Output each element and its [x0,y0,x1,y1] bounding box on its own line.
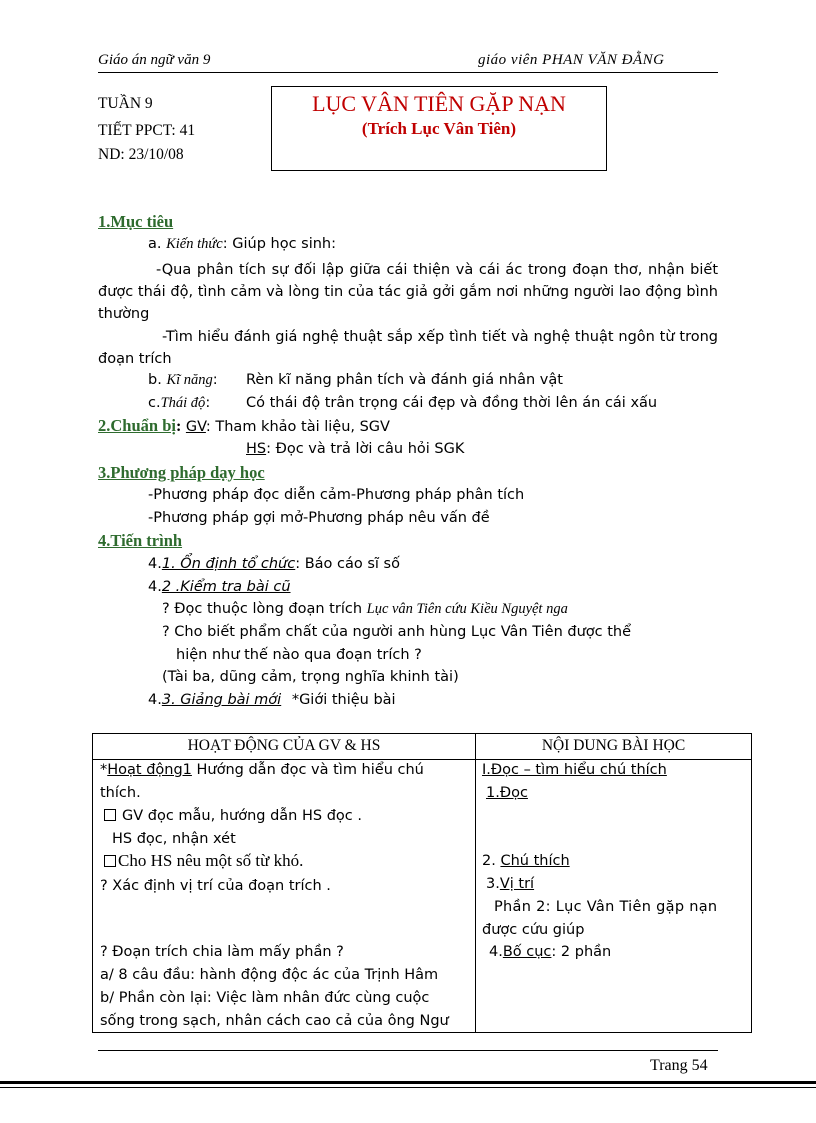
part-a: a/ 8 câu đầu: hành động độc ác của Trịnh Hâm [100,967,439,983]
review-question-1-title: Lục vân Tiên cứu Kiều Nguyệt nga [366,601,568,617]
position-text-2: được cứu giúp [482,922,585,938]
gv-label: GV [185,419,206,435]
review-question-2a: ? Cho biết phẩm chất của người anh hùng Lục Vân Tiên được thể [162,624,632,640]
hs-text: : Đọc và trả lời câu hỏi SGK [266,441,465,457]
date-label: ND: 23/10/08 [98,146,184,163]
process-item-3-link: 3. Giảng bài mới [161,692,282,708]
attitude-line: c.Thái độ: [148,395,211,411]
activity-1-line-2: thích. [100,785,141,801]
position-text-1: Phần 2: Lục Vân Tiên gặp nạn [494,899,718,915]
checkbox-icon [104,809,116,821]
gv-text: : Tham khảo tài liệu, SGV [205,419,390,435]
method-2: -Phương pháp gợi mở-Phương pháp nêu vấn đề [148,510,490,526]
period-label: TIẾT PPCT: 41 [98,122,196,139]
header-divider [98,72,718,73]
lesson-subtitle: (Trích Lục Vân Tiên) [361,119,517,138]
review-answer: (Tài ba, dũng cảm, trọng nghĩa khinh tài) [162,669,459,685]
process-item-1: 4.1. Ổn định tổ chức: Báo cáo sĩ số [148,556,400,572]
footer-thick-rule [0,1081,816,1084]
activity-1-label: Hoạt động1 [107,762,192,778]
skill-text: Rèn kĩ năng phân tích và đánh giá nhân vật [246,372,563,388]
week-label: TUẦN 9 [98,95,153,112]
checkbox-icon [104,855,116,867]
parts-question: ? Đoạn trích chia làm mấy phần ? [100,944,344,960]
section-methods-heading: 3.Phương pháp dạy học [98,463,265,482]
content-position: 3.Vị trí [486,876,535,892]
section-process-heading: 4.Tiến trình [98,531,183,550]
objective-paragraph-2: -Tìm hiểu đánh giá nghệ thuật sắp xếp tình tiết và nghệ thuật ngôn từ trong đoạn trích [98,329,718,367]
content-section-1: I.Đọc – tìm hiểu chú thích [482,762,667,778]
content-notes: 2. Chú thích [482,853,570,869]
hs-line [246,441,464,457]
position-question: ? Xác định vị trí của đoạn trích . [100,878,331,894]
table-header-content: NỘI DUNG BÀI HỌC [541,737,686,754]
footer-divider [98,1050,718,1051]
header-left: Giáo án ngữ văn 9 [98,52,211,68]
content-structure: 4.Bố cục: 2 phần [489,944,612,960]
skill-term: Kĩ năng [166,372,213,388]
review-question-1: ? Đọc thuộc lòng đoạn trích Lục vân Tiên cứu Kiều Nguyệt nga [162,601,568,617]
review-question-2b: hiện như thế nào qua đoạn trích ? [176,647,422,663]
activity-1-line: *Hoạt động1 Hướng dẫn đọc và tìm hiểu chú [100,762,424,778]
section-objectives-heading: 1.Mục tiêu [98,212,174,231]
knowledge-line [148,236,336,253]
part-b-line-1: b/ Phần còn lại: Việc làm nhân đức cùng cuộc [100,990,430,1006]
hs-label: HS [246,441,267,457]
table-column-divider [475,734,476,1032]
knowledge-text: : Giúp học sinh: [222,236,337,252]
process-item-1-link: 1. Ổn định tổ chức [161,556,296,572]
gv-read-line: GV đọc mẫu, hướng dẫn HS đọc . [104,808,362,824]
hs-read-line: HS đọc, nhận xét [112,831,236,847]
header-right: giáo viên PHAN VĂN ĐẰNG [478,52,665,68]
content-reading: 1.Đọc [486,785,528,801]
process-item-2: 4.2 .Kiểm tra bài cũ [148,579,291,595]
process-item-3: 4.3. Giảng bài mới *Giới thiệu bài [148,692,396,708]
attitude-text: Có thái độ trân trọng cái đẹp và đồng thời lên án cái xấu [246,395,658,411]
footer-thin-rule [0,1087,816,1088]
objective-paragraph-1: -Qua phân tích sự đối lập giữa cái thiện và cái ác trong đoạn thơ, nhận biết được thái độ, tình cảm và lòng tin của tác giả gởi gắm nơi những người lao động bình thường [98,262,718,322]
part-b-line-2: sống trong sạch, nhân cách cao cả của ông Ngư [100,1013,449,1029]
skill-line: b. Kĩ năng: [148,372,218,388]
process-item-2-link: 2 .Kiểm tra bài cũ [161,579,291,595]
attitude-label: c. [148,395,161,411]
section-preparation-heading: 2.Chuẩn bị [98,416,176,435]
lesson-table [92,733,752,1033]
table-header-divider [93,759,751,760]
title-box [271,86,607,171]
method-1: -Phương pháp đọc diễn cảm-Phương pháp phân tích [148,487,525,503]
knowledge-label: a. [148,236,162,252]
table-header-activities: HOẠT ĐỘNG CỦA GV & HS [187,737,381,754]
skill-label: b. [148,372,162,388]
knowledge-term: Kiến thức [166,236,223,252]
page-number: Trang 54 [650,1057,708,1074]
hard-words-line: Cho HS nêu một số từ khó. [104,851,303,871]
preparation-line: 2.Chuẩn bị: GV: Tham khảo tài liệu, SGV [98,416,390,435]
attitude-term: Thái độ [160,395,206,411]
lesson-title: LỤC VÂN TIÊN GẶP NẠN [312,91,566,116]
